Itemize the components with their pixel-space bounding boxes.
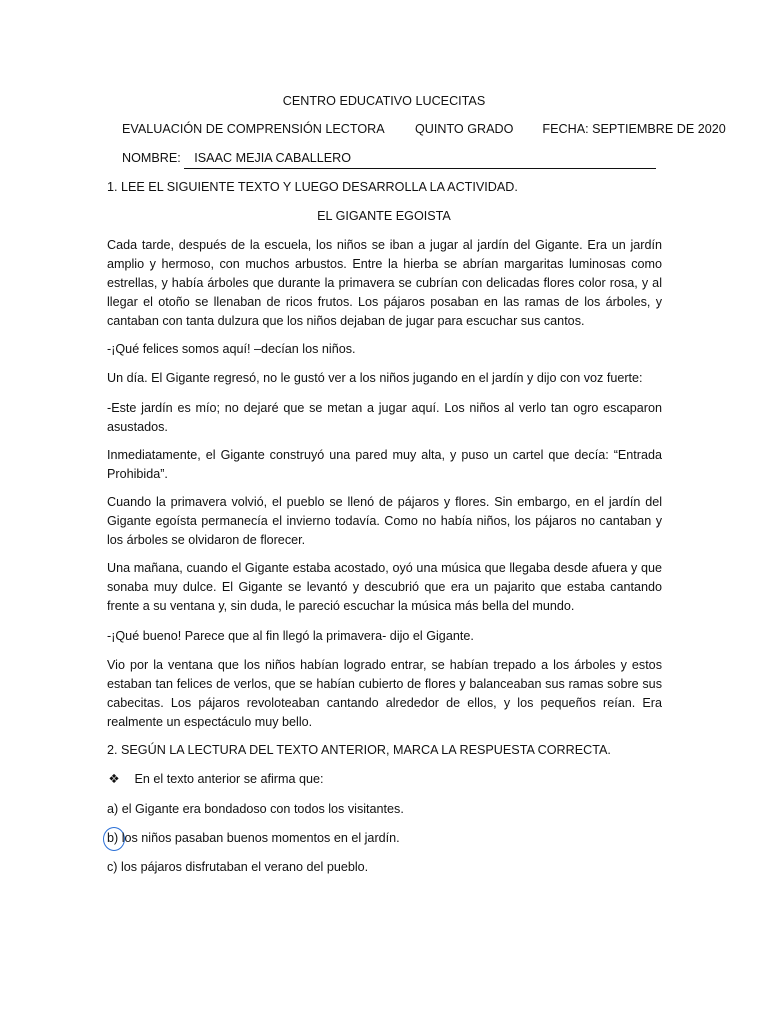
- grade-label: QUINTO GRADO: [414, 122, 514, 136]
- date-label: FECHA: SEPTIEMBRE DE 2020: [542, 122, 726, 136]
- name-label: NOMBRE:: [122, 151, 181, 165]
- school-name: CENTRO EDUCATIVO LUCECITAS: [282, 94, 486, 108]
- story-paragraph-6: Cuando la primavera volvió, el pueblo se llenó de pájaros y flores. Sin embargo, en el jardín del Gigante egoísta permanecía el invierno todavía. Como no había niños, los pájaros no cantaban y los árboles se olvidaron de florecer.: [107, 495, 662, 547]
- option-b: b) los niños pasaban buenos momentos en el jardín.: [107, 831, 400, 845]
- story-paragraph-5: Inmediatamente, el Gigante construyó una pared muy alta, y puso un cartel que decía: “Entrada Prohibida”.: [107, 448, 662, 481]
- question-text: En el texto anterior se afirma que:: [134, 772, 324, 786]
- question-row: [107, 770, 324, 789]
- name-field: [184, 149, 656, 169]
- evaluation-title: [122, 120, 726, 139]
- section2-instruction: 2. SEGÚN LA LECTURA DEL TEXTO ANTERIOR, MARCA LA RESPUESTA CORRECTA.: [107, 743, 611, 757]
- story-paragraph-7: Una mañana, cuando el Gigante estaba acostado, oyó una música que llegaba desde afuera y que sonaba muy dulce. El Gigante se levantó y descubrió que era un pajarito que estaba cantando frente a su ventana y, sin duda, le pareció escuchar la música más bella del mundo.: [107, 561, 662, 613]
- name-value: ISAAC MEJIA CABALLERO: [194, 151, 352, 165]
- story-paragraph-3: Un día. El Gigante regresó, no le gustó ver a los niños jugando en el jardín y dijo con voz fuerte:: [107, 371, 643, 385]
- story-paragraph-8: -¡Qué bueno! Parece que al fin llegó la primavera- dijo el Gigante.: [107, 629, 474, 643]
- diamond-bullet-icon: ❖: [108, 772, 120, 786]
- story-paragraph-1: Cada tarde, después de la escuela, los niños se iban a jugar al jardín del Gigante. Era un jardín amplio y hermoso, con muchos arbustos. Entre la hierba se abrían margaritas luminosas como estrellas, y había árboles que durante la primavera se cubrían con delicadas flores color rosa, y al llegar el otoño se llenaban de ricos frutos. Los pájaros posaban en las ramas de los árboles, y cantaban con tanta dulzura que los niños dejaban de jugar para escuchar sus cantos.: [107, 238, 662, 328]
- story-paragraph-9: Vio por la ventana que los niños habían logrado entrar, se habían trepado a los árboles y estos estaban tan felices de verlos, que se habían cubierto de flores y balanceaban sus ramas sobre sus cabecitas. Los pájaros revoloteaban cantando alrededor de ellos, y los pequeños reían. Era realmente un espectáculo muy bello.: [107, 658, 662, 729]
- section1-instruction: 1. LEE EL SIGUIENTE TEXTO Y LUEGO DESARROLLA LA ACTIVIDAD.: [107, 180, 518, 194]
- story-paragraph-2: -¡Qué felices somos aquí! –decían los niños.: [107, 342, 356, 356]
- story-paragraph-4: -Este jardín es mío; no dejaré que se metan a jugar aquí. Los niños al verlo tan ogro escaparon asustados.: [107, 401, 662, 434]
- name-row: [122, 149, 656, 169]
- option-c: c) los pájaros disfrutaban el verano del pueblo.: [107, 860, 369, 874]
- evaluation-label: EVALUACIÓN DE COMPRENSIÓN LECTORA: [122, 122, 384, 136]
- story-title: EL GIGANTE EGOISTA: [317, 209, 451, 223]
- option-a: a) el Gigante era bondadoso con todos los visitantes.: [107, 802, 404, 816]
